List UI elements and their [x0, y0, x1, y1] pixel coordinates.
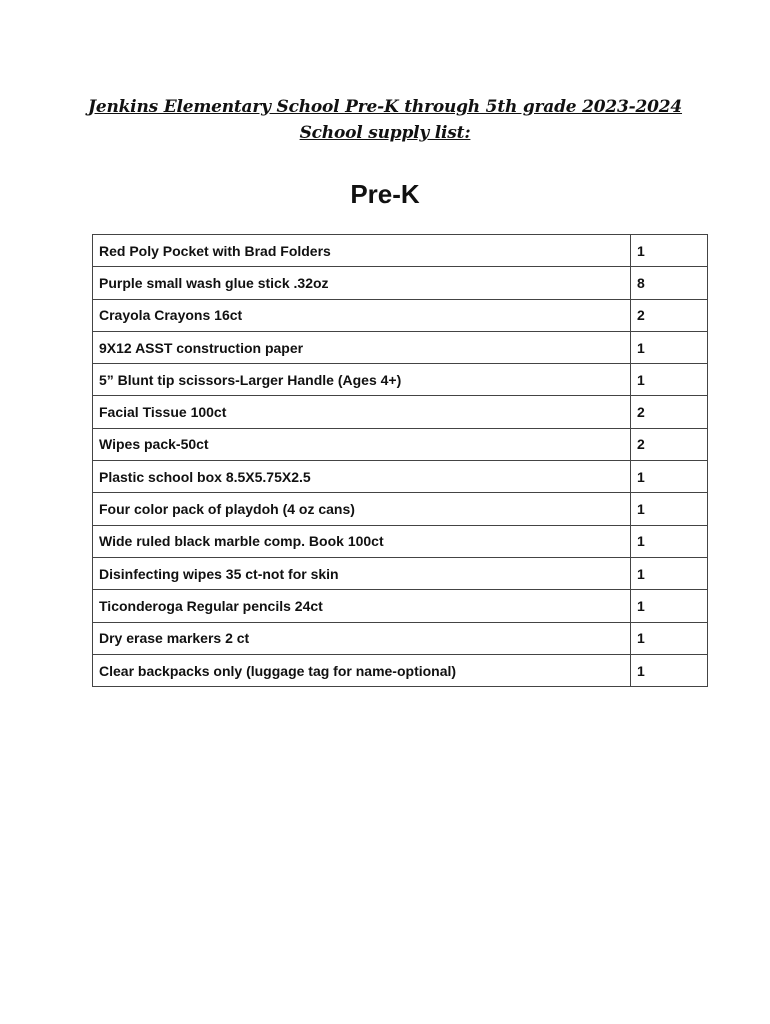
quantity-cell: 1	[631, 557, 708, 589]
item-cell: Plastic school box 8.5X5.75X2.5	[93, 461, 631, 493]
item-cell: Crayola Crayons 16ct	[93, 299, 631, 331]
item-cell: Wipes pack-50ct	[93, 428, 631, 460]
table-row	[93, 428, 708, 460]
table-row	[93, 461, 708, 493]
quantity-cell: 1	[631, 622, 708, 654]
table-row	[93, 622, 708, 654]
table-row	[93, 364, 708, 396]
item-cell: Red Poly Pocket with Brad Folders	[93, 235, 631, 267]
quantity-cell: 2	[631, 299, 708, 331]
grade-heading: Pre-K	[350, 179, 420, 209]
quantity-cell: 1	[631, 364, 708, 396]
heading-line-school: Jenkins Elementary School Pre-K through 5th grade 2023-2024	[87, 97, 683, 117]
heading-line-list: School supply list:	[299, 123, 471, 143]
item-cell: Facial Tissue 100ct	[93, 396, 631, 428]
item-cell: Four color pack of playdoh (4 oz cans)	[93, 493, 631, 525]
item-cell: Clear backpacks only (luggage tag for name-optional)	[93, 654, 631, 686]
item-cell: Purple small wash glue stick .32oz	[93, 267, 631, 299]
quantity-cell: 1	[631, 331, 708, 363]
table-row	[93, 525, 708, 557]
quantity-cell: 1	[631, 493, 708, 525]
quantity-cell: 1	[631, 654, 708, 686]
quantity-cell: 1	[631, 525, 708, 557]
quantity-cell: 1	[631, 235, 708, 267]
item-cell: Wide ruled black marble comp. Book 100ct	[93, 525, 631, 557]
quantity-cell: 8	[631, 267, 708, 299]
table-row	[93, 235, 708, 267]
item-cell: Ticonderoga Regular pencils 24ct	[93, 590, 631, 622]
table-row	[93, 654, 708, 686]
quantity-cell: 1	[631, 461, 708, 493]
table-row	[93, 331, 708, 363]
table-row	[93, 267, 708, 299]
document-heading	[0, 94, 770, 146]
supply-table	[92, 234, 708, 687]
item-cell: Dry erase markers 2 ct	[93, 622, 631, 654]
table-row	[93, 396, 708, 428]
quantity-cell: 1	[631, 590, 708, 622]
table-row	[93, 590, 708, 622]
table-row	[93, 493, 708, 525]
table-row	[93, 299, 708, 331]
quantity-cell: 2	[631, 428, 708, 460]
item-cell: 9X12 ASST construction paper	[93, 331, 631, 363]
supply-table-body	[93, 235, 708, 687]
item-cell: 5” Blunt tip scissors-Larger Handle (Ages 4+)	[93, 364, 631, 396]
item-cell: Disinfecting wipes 35 ct-not for skin	[93, 557, 631, 589]
table-row	[93, 557, 708, 589]
quantity-cell: 2	[631, 396, 708, 428]
